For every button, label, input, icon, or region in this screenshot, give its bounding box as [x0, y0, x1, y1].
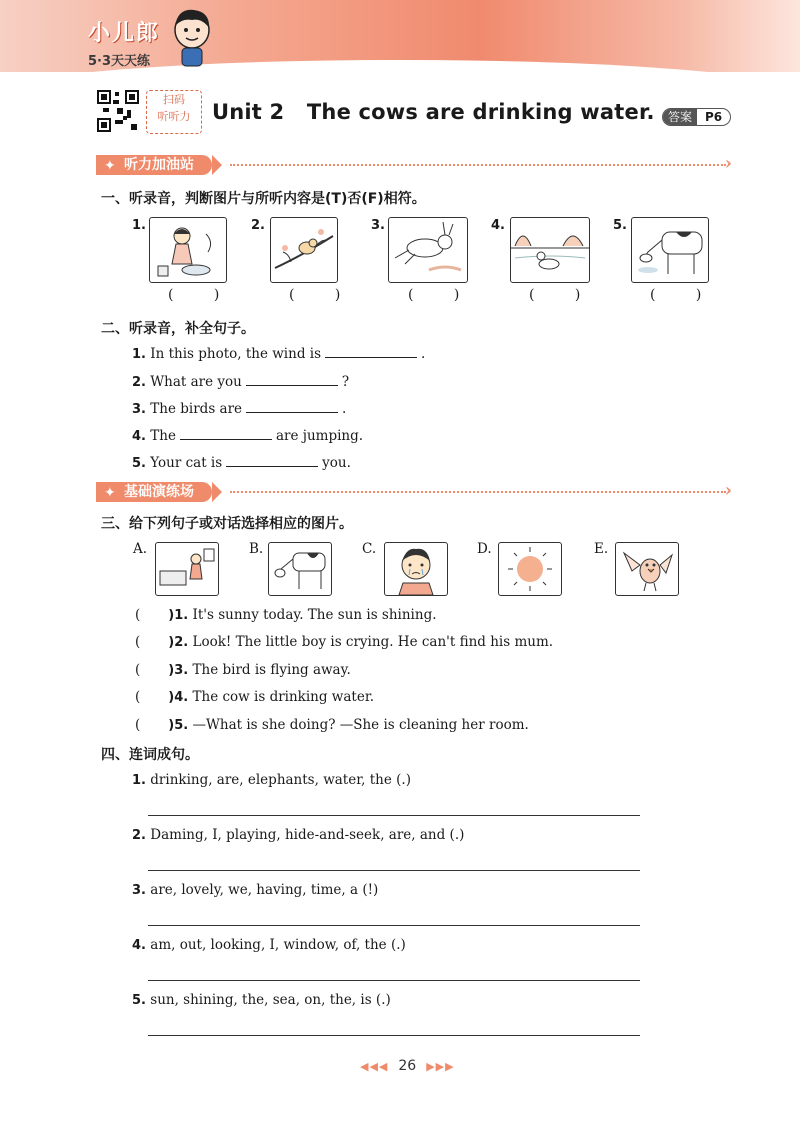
page-number: 26: [398, 1058, 417, 1074]
girl-cleaning-room-picture: [155, 542, 219, 596]
part2-item-text: The birds are: [150, 401, 243, 417]
bird-on-branch-picture: [270, 217, 338, 283]
answer-page: P6: [705, 110, 723, 124]
sentence-text: The bird is flying away.: [192, 662, 351, 678]
part2-item-text: Your cat is: [150, 455, 223, 471]
part4-item-num: 4.: [132, 938, 146, 953]
part2-item-num: 5.: [132, 456, 146, 471]
sentence-text: —What is she doing? —She is cleaning her room.: [192, 717, 529, 733]
part2-item-num: 3.: [132, 402, 146, 417]
sentence-num: )1.: [168, 608, 189, 623]
option-b-label: B.: [249, 541, 264, 557]
answer-line[interactable]: [148, 925, 640, 926]
part1-heading: 一、听录音，判断图片与所听内容是(T)否(F)相符。: [101, 191, 426, 207]
part4-item-text: sun, shining, the, sea, on, the, is (.): [150, 992, 391, 1008]
scan-label-line1: 扫码: [163, 93, 185, 106]
part1-answer-1[interactable]: ( ): [168, 287, 238, 303]
part3-heading: 三、给下列句子或对话选择相应的图片。: [101, 516, 353, 532]
part4-item-text: Daming, I, playing, hide-and-seek, are, and (.): [150, 827, 465, 843]
part2-item-end: .: [342, 401, 347, 417]
star-icon: ✦: [104, 158, 116, 174]
part1-item-4-num: 4.: [491, 218, 505, 233]
part4-item-4: [132, 937, 406, 953]
part4-item-5: [132, 992, 391, 1008]
part2-item-text: What are you: [150, 374, 242, 390]
basic-banner-text: 基础演练场: [124, 484, 194, 500]
sentence-num: )3.: [168, 663, 189, 678]
star-icon: ✦: [104, 485, 116, 501]
duck-on-pond-picture: [510, 217, 590, 283]
option-e-label: E.: [594, 541, 609, 557]
part2-item-end: ?: [341, 374, 350, 390]
option-d-label: D.: [477, 541, 492, 557]
part4-item-text: drinking, are, elephants, water, the (.): [150, 772, 411, 788]
basic-banner-label: [96, 482, 212, 502]
part1-answer-4[interactable]: ( ): [529, 287, 599, 303]
crying-boy-picture: [384, 542, 448, 596]
part4-heading: 四、连词成句。: [101, 747, 199, 763]
sun-picture: [498, 542, 562, 596]
fill-blank[interactable]: [246, 372, 338, 386]
sentence-num: )5.: [168, 718, 189, 733]
flying-bird-picture: [615, 542, 679, 596]
part4-item-num: 1.: [132, 773, 146, 788]
part1-answer-3[interactable]: ( ): [408, 287, 478, 303]
answer-paren[interactable]: (: [135, 607, 141, 623]
part4-item-1: [132, 772, 411, 788]
sentence-text: It's sunny today. The sun is shining.: [192, 607, 437, 623]
qr-code-icon[interactable]: [97, 90, 139, 132]
page-footer: [360, 1058, 455, 1074]
option-c-label: C.: [362, 541, 377, 557]
option-a-label: A.: [133, 541, 148, 557]
fill-blank[interactable]: [226, 453, 318, 467]
girl-washing-picture: [149, 217, 227, 283]
answer-line[interactable]: [148, 1035, 640, 1036]
answer-paren[interactable]: (: [135, 634, 141, 650]
part2-item-num: 2.: [132, 375, 146, 390]
part2-item-end: are jumping.: [275, 428, 364, 444]
part2-heading: 二、听录音，补全句子。: [101, 321, 255, 337]
part2-item-4: [132, 426, 363, 444]
listening-section-banner: [96, 154, 726, 176]
answer-line[interactable]: [148, 815, 640, 816]
cow-drinking-picture: [631, 217, 709, 283]
series-label: 5·3天天练: [88, 54, 151, 69]
sentence-text: Look! The little boy is crying. He can't find his mum.: [192, 634, 554, 650]
answer-paren[interactable]: (: [135, 689, 141, 705]
part2-item-5: [132, 453, 351, 471]
part2-item-3: [132, 399, 346, 417]
scan-label-line2: 听听力: [157, 110, 191, 123]
part1-item-3-num: 3.: [371, 218, 385, 233]
sentence-num: )2.: [168, 635, 189, 650]
fill-blank[interactable]: [246, 399, 338, 413]
scan-listen-label: [146, 90, 202, 134]
part1-answer-2[interactable]: ( ): [289, 287, 359, 303]
mascot-icon: [170, 6, 214, 68]
answer-line[interactable]: [148, 980, 640, 981]
fill-blank[interactable]: [180, 426, 272, 440]
answer-paren[interactable]: (: [135, 717, 141, 733]
part3-sentence-1: [135, 607, 437, 623]
part2-item-text: In this photo, the wind is: [150, 346, 322, 362]
cow-picture: [268, 542, 332, 596]
page-title: Unit 2 The cows are drinking water.: [212, 100, 655, 124]
part4-item-text: are, lovely, we, having, time, a (!): [150, 882, 379, 898]
brand-logo: 小儿郎: [88, 21, 161, 46]
part4-item-num: 5.: [132, 993, 146, 1008]
part4-item-3: [132, 882, 378, 898]
listening-banner-text: 听力加油站: [124, 157, 194, 173]
part4-item-num: 2.: [132, 828, 146, 843]
part2-item-end: .: [421, 346, 426, 362]
part2-item-num: 1.: [132, 347, 146, 362]
next-arrows-icon: ▶▶▶: [426, 1059, 455, 1073]
part2-item-2: [132, 372, 349, 390]
part4-item-text: am, out, looking, I, window, of, the (.): [150, 937, 406, 953]
listening-banner-label: [96, 155, 212, 175]
part4-item-2: [132, 827, 464, 843]
prev-arrows-icon: ◀◀◀: [360, 1059, 389, 1073]
part1-item-1-num: 1.: [132, 218, 146, 233]
basic-section-banner: [96, 481, 726, 503]
part1-item-5-num: 5.: [613, 218, 627, 233]
part2-item-num: 4.: [132, 429, 146, 444]
answer-badge[interactable]: [662, 108, 731, 126]
part3-sentence-5: [135, 717, 529, 733]
banner-dotted-line: [230, 491, 726, 493]
part2-item-end: you.: [322, 455, 351, 471]
part3-sentence-4: [135, 689, 374, 705]
sentence-num: )4.: [168, 690, 189, 705]
part1-answer-5[interactable]: ( ): [650, 287, 720, 303]
fill-blank[interactable]: [325, 344, 417, 358]
part2-item-1: [132, 344, 425, 362]
answer-line[interactable]: [148, 870, 640, 871]
sentence-text: The cow is drinking water.: [192, 689, 375, 705]
answer-paren[interactable]: (: [135, 662, 141, 678]
part1-item-2-num: 2.: [251, 218, 265, 233]
part3-sentence-2: [135, 634, 553, 650]
answer-label: 答案: [663, 109, 697, 125]
part3-sentence-3: [135, 662, 351, 678]
rabbit-jumping-picture: [388, 217, 468, 283]
part4-item-num: 3.: [132, 883, 146, 898]
banner-dotted-line: [230, 164, 726, 166]
part2-item-text: The: [150, 428, 176, 444]
